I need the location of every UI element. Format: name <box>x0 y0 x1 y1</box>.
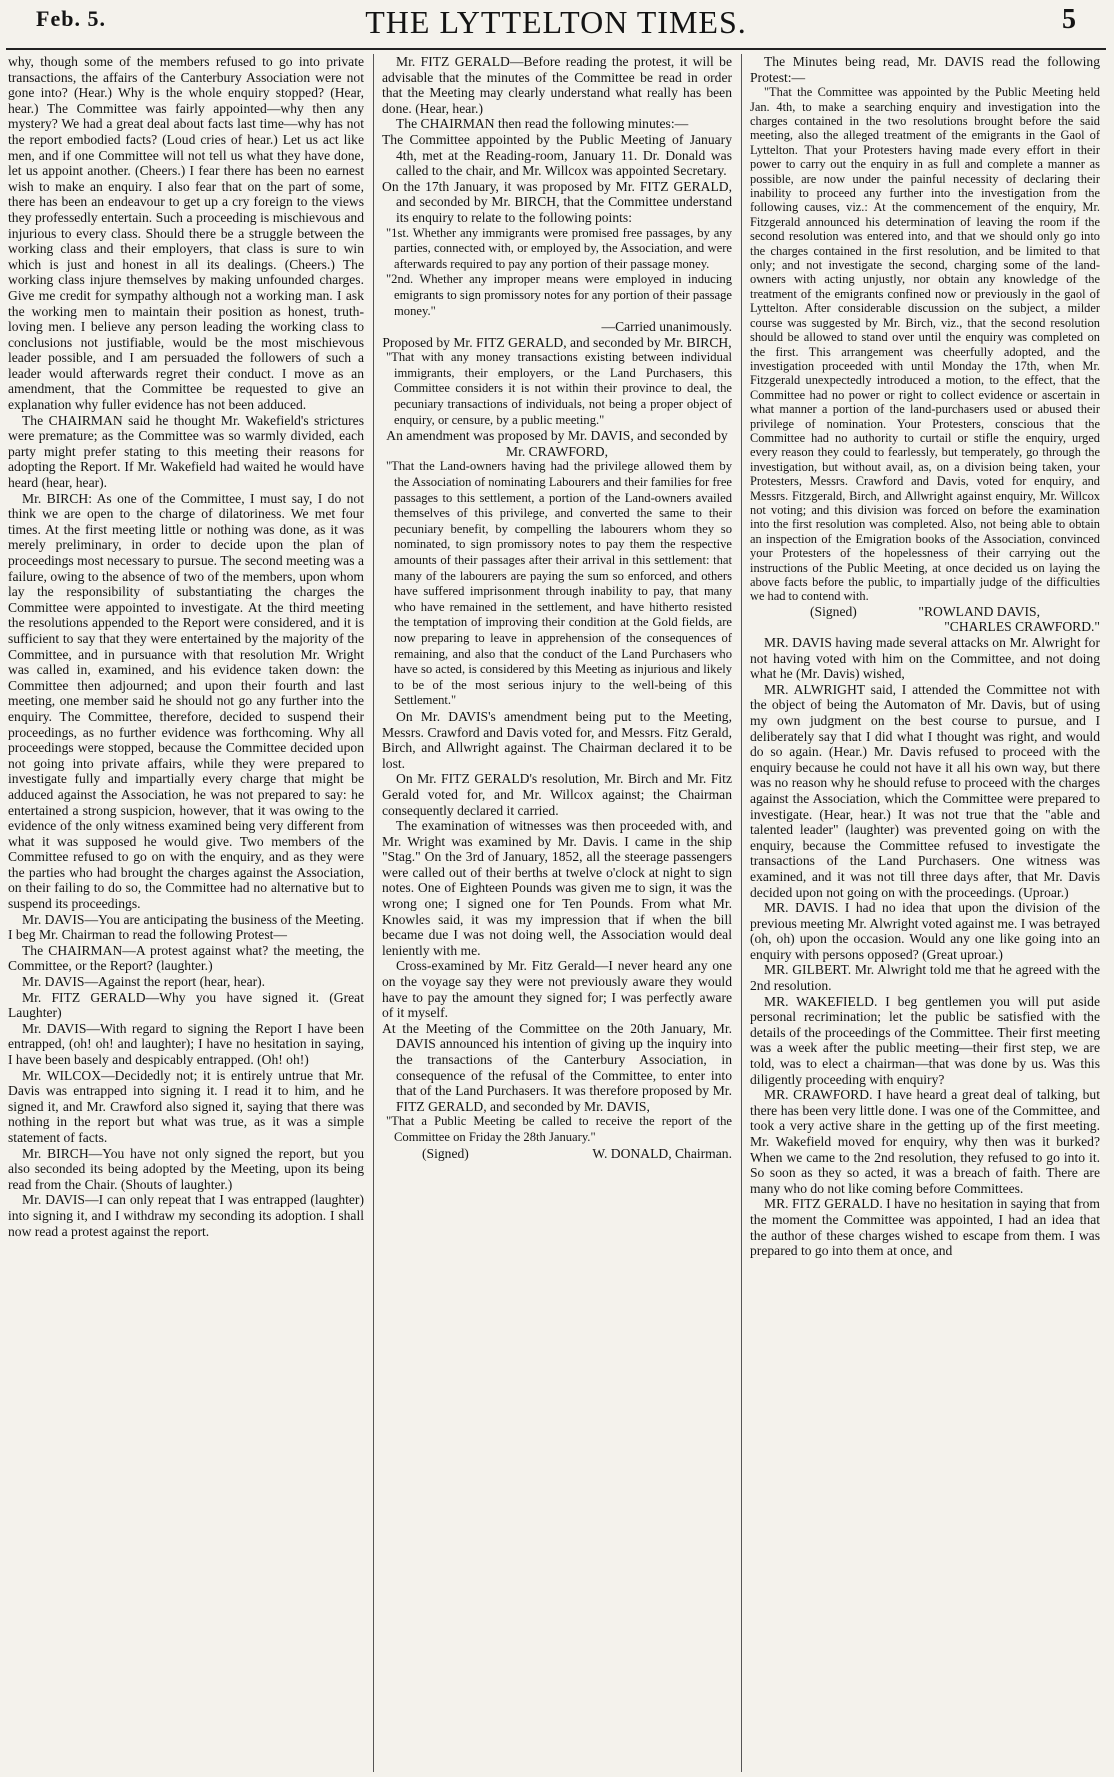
signature-davis: "ROWLAND DAVIS, <box>918 603 1040 619</box>
paragraph: Mr. DAVIS—I can only repeat that I was entrapped (laughter) into signing it, and I withdraw my seconding its adoption. I shall now read a protest against the report. <box>8 1192 364 1239</box>
paragraph: The CHAIRMAN said he thought Mr. Wakefield's strictures were premature; as the Committee was so warmly divided, each party might prefer stating to this meeting their reasons for adopting the Report. If Mr. Wakefield had waited he would have heard (hear, hear). <box>8 412 364 491</box>
paragraph: On Mr. FITZ GERALD's resolution, Mr. Birch and Mr. Fitz Gerald voted for, and Mr. Willcox against; the Chairman consequently declared it carried. <box>382 771 732 818</box>
paragraph: MR. GILBERT. Mr. Alwright told me that he agreed with the 2nd resolution. <box>750 962 1100 994</box>
paragraph: MR. DAVIS. I had no idea that upon the division of the previous meeting Mr. Alwright voted against me. I was betrayed (oh, oh) upon the occasion. Would any one like going into an enquiry with persons opposed? (Great uproar.) <box>750 900 1100 962</box>
paragraph: Mr. DAVIS—With regard to signing the Report I have been entrapped, (oh! oh! and laughter); I have no hesitation in saying, I have been basely and despicably entrapped. (Oh! oh!) <box>8 1020 364 1067</box>
minutes-paragraph: On the 17th January, it was proposed by Mr. FITZ GERALD, and seconded by Mr. BIRCH, that the Committee understand its enquiry to relate to the following points: <box>382 178 732 225</box>
signed-label: (Signed) <box>422 1145 469 1161</box>
protest-text: "That the Committee was appointed by the Public Meeting held Jan. 4th, to make a searching enquiry and investigation into the charges contained in the two resolutions brought before the said meeting, also the alleged treatment of the emigrants in the Gaol of Lyttelton. That your Protesters having made every effort in their power to carry out the enquiry in as full and complete a manner as possible, are now under the painful necessity of declaring their inability to proceed any further into the investigation from the following causes, viz.: At the commencement of the enquiry, Mr. Fitzgerald announced his determination of leaving the room if the second resolution was entered into, and that we should only go into the charges contained in the first resolution, and be limited to that only; and not investigate the second, charging some of the land-owners with acting unjustly, nor obtain any knowledge of the treatment of the emigrants confined now or previously in the gaol of Lyttelton. After considerable discussion on the subject, a milder course was suggested by Mr. Birch, viz., that the second resolution should be allowed to stand over until the enquiry was completed on the first. This arrangement was cheerfully adopted, and the investigation proceeded with until Monday the 17th, when Mr. Fitzgerald unexpectedly introduced a motion, to the effect, that the Committee had no power or right to collect evidence or ascertain in what manner a portion of the land-purchasers used or abused their privilege of nomination. Your Protesters, conscious that the Committee had no authority to curtail or stifle the enquiry, urged every reason they could to fearlessly, but temperately, go through the investigation, but without avail, as, on a division being taken, your Protesters, Messrs. Crawford and Davis, voted for enquiry, and Messrs. Fitzgerald, Birch, and Allwright against enquiry, Mr. Willcox not voting; and this division was forced on before the examination into the first resolution was completed. Also, not being able to obtain an inspection of the Emigration books of the Association, convinced your Protesters of the hopelessness of their carrying out the instructions of the Public Meeting, at once decided us on laying the above facts before the public, to impartially judge of the difficulties we had to contend with. <box>750 85 1100 604</box>
paragraph: MR. ALWRIGHT said, I attended the Committee not with the object of being the Automaton of Mr. Davis, but of using my own judgment on the best course to pursue, and I deliberately say that I did what I thought was right, and would do so again. (Hear.) Mr. Davis refused to proceed with the enquiry because he could not have it all his own way, but there was no reason why he should refuse to proceed with the charges against the Association, which the Committee were prepared to investigate. (Hear, hear.) It was not true that the "able and talented leader" (laughter) was prevented going on with the enquiry, because the Committee refused to investigate the transactions of the Land Purchasers. One witness was examined, and it was not till three days after, that Mr. Davis decided upon not going on with the proceedings. (Uproar.) <box>750 681 1100 900</box>
paragraph: MR. DAVIS having made several attacks on Mr. Alwright for not having voted with him on the Committee, and not doing what he (Mr. Davis) wished, <box>750 635 1100 682</box>
signature-donald: W. DONALD, Chairman. <box>592 1145 732 1161</box>
column-3 <box>750 54 1100 1772</box>
paragraph: The CHAIRMAN then read the following minutes:— <box>396 116 689 132</box>
paragraph: The CHAIRMAN—A protest against what? the meeting, the Committee, or the Report? (laughter.) <box>8 942 364 974</box>
article-columns <box>8 54 1104 1774</box>
paragraph: why, though some of the members refused to go into private transactions, the affairs of the Canterbury Association were not gone into? (Hear.) Why is the whole enquiry stopped? (Hear, hear.) The Committee was fairly appointed—why then any mystery? We had a great deal about facts last time—why has not the report embodied facts? (Loud cries of hear.) Let us act like men, and if one Committee will not tell us what they have done, let us appoint another. (Cheers.) I fear there has been no earnest wish to make an enquiry. I also fear that on the part of some, there has been an endeavour to get up a cry foreign to the views they professedly entertain. Such a proceeding is mischievous and injurious to every class. Should there be a struggle between the working class and their employers, that class is sure to win which is just and honest in all its dealings. (Cheers.) The working class injure themselves by making unfounded charges. Give me credit for sympathy although not a working man. I ask the working men to maintain their position as honest, truth-loving men. I believe any person leading the working class to conclusions not justifiable, would be the most mischievous leader possible, and I am persuaded the followers of such a leader would afterwards regret their conduct. I move as an amendment, that the Committee be requested to give an explanation why fuller evidence has not been adduced. <box>8 54 364 413</box>
paragraph: The examination of witnesses was then proceeded with, and Mr. Wright was examined by Mr. Davis. I came in the ship "Stag." On the 3rd of January, 1852, all the steerage passengers were called out of their berths at twelve o'clock at night to sign notes. One of Eighteen Pounds was given me to sign, it was the wrong one; I signed one for Ten Pounds. From what Mr. Knowles said, it was my impression that if when the bill became due I was not doing well, the Association would deal leniently with me. <box>382 818 732 958</box>
paragraph: Mr. DAVIS—Against the report (hear, hear). <box>22 974 266 990</box>
paragraph: Mr. FITZ GERALD—Why you have signed it. (Great Laughter) <box>8 989 364 1021</box>
quoted-point: "2nd. Whether any improper means were employed in inducing emigrants to sign promissory notes for any portion of their passage money." <box>386 272 732 318</box>
paragraph: Cross-examined by Mr. Fitz Gerald—I never heard any one on the voyage say they were not previously aware they would have to pay the amount they signed for; I was perfectly aware of it myself. <box>382 958 732 1021</box>
quoted-resolution: "That a Public Meeting be called to receive the report of the Committee on Friday the 28th January." <box>386 1114 732 1144</box>
masthead <box>6 0 1106 50</box>
minutes-paragraph: At the Meeting of the Committee on the 20th January, Mr. DAVIS announced his intention of giving up the inquiry into the transactions of the Canterbury Association, in consequence of the refusal of the Committee, to enter into that of the Land Purchasers. It was therefore proposed by Mr. FITZ GERALD, and seconded by Mr. DAVIS, <box>382 1020 732 1114</box>
paragraph: Mr. DAVIS—You are anticipating the business of the Meeting. I beg Mr. Chairman to read the following Protest— <box>8 911 364 943</box>
signed-label: (Signed) <box>810 603 857 619</box>
quoted-point: "1st. Whether any immigrants were promised free passages, by any parties, connected with, or employed by, the Association, and were afterwards required to pay any portion of their passage money. <box>386 225 732 271</box>
paragraph: Mr. FITZ GERALD—Before reading the protest, it will be advisable that the minutes of the Committee be read in order that the Meeting may clearly understand what really has been done. (Hear, hear.) <box>382 54 732 116</box>
minutes-paragraph: The Committee appointed by the Public Meeting of January 4th, met at the Reading-room, January 11. Dr. Donald was called to the chair, and Mr. Willcox was appointed Secretary. <box>382 131 732 179</box>
newspaper-title: THE LYTTELTON TIMES. <box>365 4 747 40</box>
quoted-resolution: "That with any money transactions existing between individual immigrants, their employers, or the Land Purchasers, this Committee considers it is not within their province to deal, the pecuniary transactions of individuals, not being a proper object of enquiry, or censure, by a public meeting." <box>386 350 732 427</box>
signature-crawford: "CHARLES CRAWFORD." <box>944 619 1100 635</box>
page-number: 5 <box>1062 4 1076 35</box>
column-divider <box>373 54 374 1772</box>
carried-note: —Carried unanimously. <box>601 319 732 335</box>
column-2 <box>382 54 732 1772</box>
proposal-line: Proposed by Mr. FITZ GERALD, and seconded by Mr. BIRCH, <box>382 334 732 350</box>
paragraph: MR. CRAWFORD. I have heard a great deal of talking, but there has been very little done. I was one of the Committee, and took a very active share in the getting up of the first meeting. Mr. Wakefield moved for enquiry, why then was it burked? When we came to the 2nd resolution, they refused to go into it. So soon as they so acted, it was a breach of faith. There are many who do not like coming before Committees. <box>750 1087 1100 1196</box>
signature-line <box>750 604 1100 620</box>
signature-line <box>382 1146 732 1162</box>
quoted-amendment: "That the Land-owners having had the privilege allowed them by the Association of nominating Labourers and their families for free passages to this settlement, a portion of the Land-owners availed themselves of this privilege, and converted the same to their pecuniary benefit, by compelling the labourers whom they so nominated, to sign promissory notes to pay them the respective amounts of their passages after their arrival in this settlement: that many of the labourers are paying the sum so enforced, and others have suffered imprisonment through inability to pay, that many who have remained in the settlement, and have hitherto resisted the temptation of improving their condition at the Gold fields, are now preparing to leave in apprehension of the consequences of remaining, and also that the conduct of the Land Purchasers who have so acted, is considered by this Meeting as injurious and likely to be of the most serious injury to the well-being of this Settlement." <box>386 459 732 708</box>
paragraph: Mr. BIRCH—You have not only signed the report, but you also seconded its being adopted by the Meeting, upon its being read from the Chair. (Shouts of laughter.) <box>8 1145 364 1192</box>
amendment-line: An amendment was proposed by Mr. DAVIS, and seconded by Mr. CRAWFORD, <box>386 428 728 459</box>
column-divider <box>741 54 742 1772</box>
paragraph: Mr. BIRCH: As one of the Committee, I must say, I do not think we are open to the charge of dilatoriness. We met four times. At the first meeting little or nothing was done, as it was merely preliminary, in order to decide upon the plan of proceedings most necessary to pursue. The second meeting was a failure, owing to the absence of two of the members, upon whom lay the responsibility of substantiating the charges the Committee were appointed to investigate. At the third meeting the resolutions appended to the Report were considered, and it is sufficient to say that they were entertained by the majority of the Committee, and in pursuance with that resolution Mr. Wright was called in, examined, and his evidence taken down: the Committee then adjourned; and upon their fourth and last meeting, one member said he should not go any further into the enquiry. The Committee, therefore, decided to suspend their proceedings, as no further evidence was forthcoming. Why all proceedings were stopped, because the Committee decided upon not going into private affairs, while they were prepared to investigate fully and impartially every charge that might be adduced against the Association, he was not prepared to say: he entertained a strong suspicion, however, that it was owing to the evidence of the only witness examined being very different from what it was supposed he would give. Two members of the Committee refused to go on with the enquiry, and as they were the parties who had brought the charges against the Association, on their failing to do so, the Committee had no alternative but to suspend its proceedings. <box>8 490 364 912</box>
paragraph: MR. FITZ GERALD. I have no hesitation in saying that from the moment the Committee was appointed, I had an idea that the author of these charges wished to escape from them. I was prepared to go into them at once, and <box>750 1196 1100 1259</box>
paragraph: Mr. WILCOX—Decidedly not; it is entirely untrue that Mr. Davis was entrapped into signing it. I read it to him, and he signed it, and Mr. Crawford also signed it, saying that there was nothing in the report but what was true, as it was a simple statement of facts. <box>8 1067 364 1145</box>
paragraph: The Minutes being read, Mr. DAVIS read the following Protest:— <box>750 54 1100 85</box>
paragraph: On Mr. DAVIS's amendment being put to the Meeting, Messrs. Crawford and Davis voted for, and Messrs. Fitz Gerald, Birch, and Allwright against. The Chairman declared it to be lost. <box>382 708 732 771</box>
issue-date: Feb. 5. <box>36 6 106 31</box>
paragraph: MR. WAKEFIELD. I beg gentlemen you will put aside personal recrimination; let the public be satisfied with the details of the proceedings of the Committee. Their first meeting was a week after the public meeting—their first step, we are told, was to elect a chairman—that was done by us. Was this diligently proceeding with enquiry? <box>750 993 1100 1087</box>
column-1 <box>8 54 364 1772</box>
